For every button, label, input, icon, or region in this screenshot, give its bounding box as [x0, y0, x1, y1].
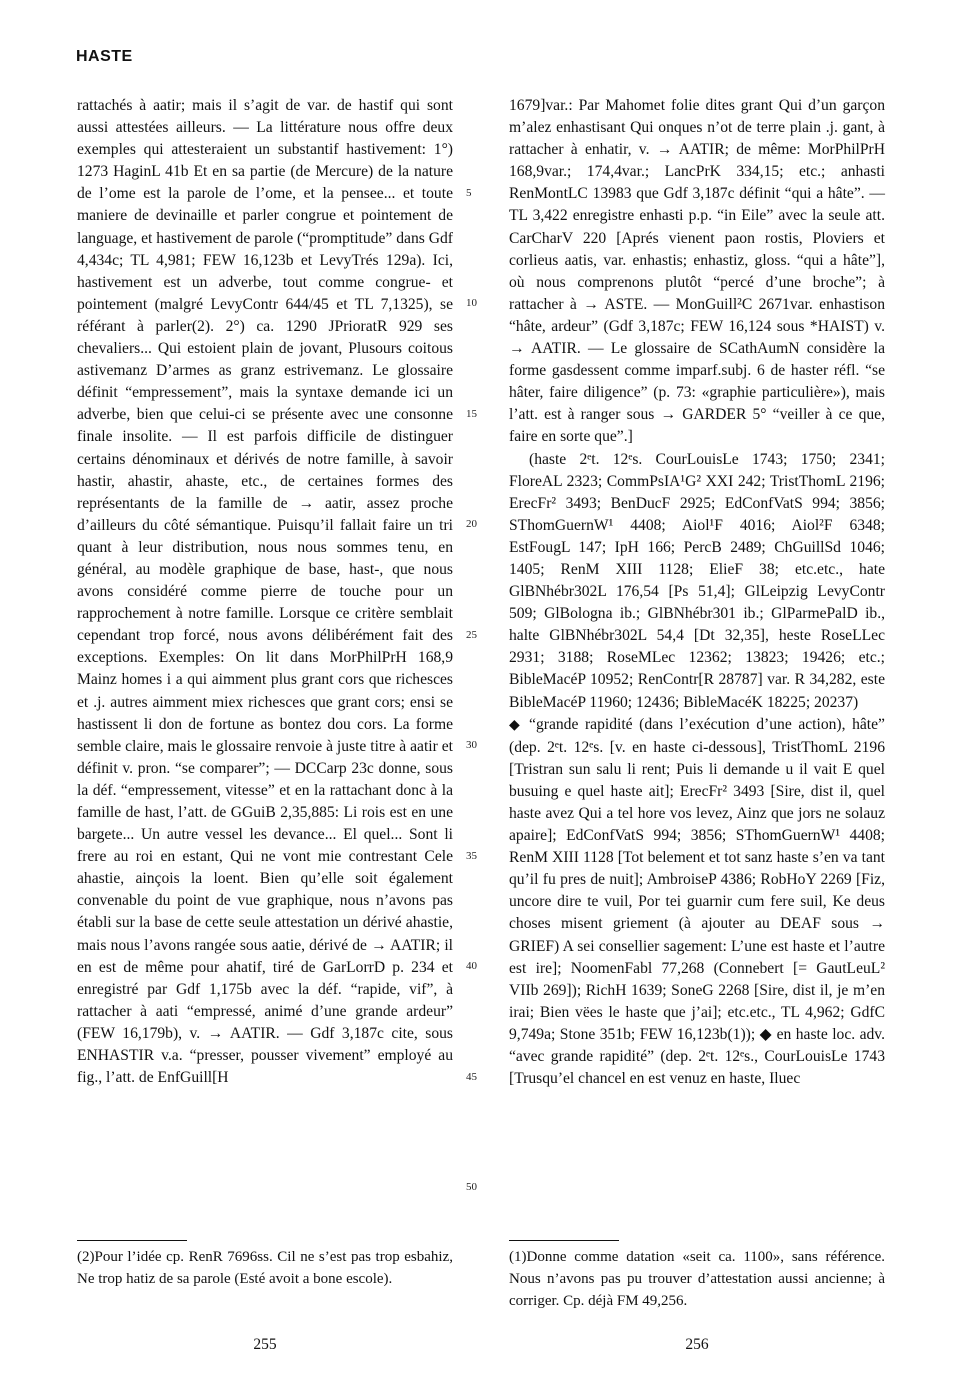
right-paragraph-3: [509, 714, 885, 1091]
line-number: 25: [466, 629, 477, 641]
line-number: 20: [466, 518, 477, 530]
left-column: [77, 95, 453, 1089]
line-number: 10: [466, 297, 477, 309]
right-paragraph-2: (haste 2ᵉt. 12ᵉs. CourLouisLe 1743; 1750; 2341; FloreAL 2323; CommPsIA¹G² XXI 242; TristThomL 2196; ErecFr² 3493; BenDucF 2925; EdConfVatS 994; 3856; SThomGuernW¹ 4408; Aiol¹F 4016; Aiol²F 6348; EstFougL 147; IpH 166; PercB 2489; ChGuillSd 1046; 1405; RenM XIII 1128; ElieF 38; etc.etc., hate GlBNhébr302L 176,54 [Ps 51,4]; GlLeipzig LevyContr 509; GlBologna ib.; GlBNhébr301 ib.; GlParmePalD ib., halte GlBNhébr302L 54,4 [Dt 32,35], heste RoseLLec 2931; 3188; RoseMLec 12362; 13823; 19426; etc.; BibleMacéP 10952; RenContr[R 28787] var. R 34,282, este BibleMacéP 11960; 12436; BibleMacéK 18225; 20237): [509, 450, 885, 711]
line-number: 5: [466, 187, 472, 199]
line-number: 45: [466, 1071, 477, 1083]
line-number: 50: [466, 1181, 477, 1193]
left-footnote-rule: [77, 1240, 187, 1241]
right-column: [509, 95, 885, 1090]
right-paragraph-3-text: “grande rapidité (dans l’exécution d’une action), hâte” (dep. 2ᵉt. 12ᵉs. [v. en haste ci-dessous], TristThomL 2196 [Tristran sun salu li rent; Puis li demande u il vait E quel busuing e quel haste ait]; ErecFr² 3493 [Sire, dist il, quel haste avez Qui a tel hore vos levez, Ainz que jors ne solauz apaire]; EdConfVatS 994; 3856; SThomGuernW¹ 4408; RenM XIII 1128 [Tot belement et tot sanz haste s’en va tant qu’il fu pres de nuit]; AmbroiseP 4386; RobHoY 2269 [Fiz, uncore dire te vuil, Por tei guarnir cum fere suil, Ke deus choses misent griement (à ajouter au DEAF sous → GRIEF) A sei consellier sagement: L’une est haste et l’autre est ire]; NoomenFabl 77,268 (Connebert [= GautLeuL² VIIb 269]); RichH 1639; SoneG 2268 [Sire, dist il, je m’en irai; Bien vëes le haste que j’ai]; etc.etc., TL 4,962; GdfC 9,749a; Stone 351b; FEW 16,123b(1)); ◆ en haste loc. adv. “avec grande rapidité” (dep. 2ᵉt. 12ᵉs., CourLouisLe 1743 [Trusqu’el chancel en est venuz en haste, Iluec: [509, 715, 885, 1088]
running-header: HASTE: [76, 48, 133, 65]
right-footnote-rule: [509, 1240, 619, 1241]
line-number: 35: [466, 850, 477, 862]
line-number: 15: [466, 408, 477, 420]
right-paragraph-1: 1679]var.: Par Mahomet folie dites grant Qui d’un garçon m’alez enhastisant Qui onques n’ot de terre plain .j. gant, à rattacher à enhatir, v. → AATIR; de même: MorPhilPrH 168,9var.; 174,4var.; LancPrK 334,15; etc.; anhasti RenMontLC 13983 que Gdf 3,187c définit “qui a hâte”. — TL 3,422 enregistre enhasti p.p. “in Eile” avec la seule att. CarCharV 220 [Aprés vienent paon rostis, Ploviers et corlieus aatis, var. enhastis; enhastiz, gloss. “qui a hâte”], où nous comprenons plutôt “percé d’une broche”; à rattacher à → ASTE. — MonGuill²C 2671var. enhastison “hâte, ardeur” (Gdf 3,187c; FEW 16,124 sous *HAIST) v. → AATIR. — Le glossaire de SCathAumN considère la forme gasdessent comme imparf.subj. 6 de haster réfl. “se hâter, faire diligence” (p. 73: «graphie particulière»), mais l’att. est à ranger sous → GARDER 5° “veiller à ce que, faire en sorte que”.]: [509, 97, 885, 446]
right-footnote: (1)Donne comme datation «seit ca. 1100», sans référence. Nous n’avons pas pu trouver d’attestation aussi ancienne; à corriger. Cp. déjà FM 49,256.: [509, 1249, 885, 1309]
line-number: 40: [466, 960, 477, 972]
left-page-number: 255: [253, 1336, 277, 1353]
left-paragraph: rattachés à aatir; mais il s’agit de var. de hastif qui sont aussi attestées ailleurs. — La littérature nous offre deux exemples qui attesteraient un substantif hastivement: 1°) 1273 HaginL 41b Et en sa partie (de Mercure) de la nature de l’ome est la parole de l’ome, et la pensee... et toute maniere de devinaille et parler congrue et pointement de language, et hastivement de parole (“promptitude” dans Gdf 4,434c; TL 4,981; FEW 16,123b et LevyTrés 129a). Ici, hastivement est un adverbe, tout comme congrue- et pointement (malgré LevyContr 644/45 et TL 7,1325), se référant à parler(2). 2°) ca. 1290 JPrioratR 929 ses chevaliers... Qui estoient plain de jovant, Plusours coitous astivemanz D’armes as granz estrivemanz. Le glossaire définit “empressement”, mais la syntaxe demande ici un adverbe, bien que celui-ci se présente avec une consonne finale insolite. — Il est parfois difficile de distinguer certains dénominaux et dérivés de notre famille, à savoir hastir, ahastir, ahaste, etc., de certaines formes des représentants de la famille de → aatir, assez proche d’ailleurs du côté sémantique. Puisqu’il fallait faire un tri quant à leur distribution, nous nous sommes tenu, en général, au modèle graphique de base, hast-, que nous avons considéré comme pierre de touche pour un rapprochement à notre famille. Lorsque ce critère semblait cependant trop forcé, nous avons délibérément fait des exceptions. Exemples: On lit dans MorPhilPrH 168,9 Mainz homes i a qui aimment plus grant cors que richesces et .j. autres aimment miex richesces que grant cors; ensi se hastissent li don de fortune as bontez dou cors. La forme semble claire, mais le glossaire renvoie à juste titre à aatir et définit v. pron. “se comparer”; — DCCarp 23c donne, sous la déf. “empressement, vitesse” et en la rattachant donc à la famille de hast, l’att. de GGuiB 2,35,885: Li rois est en une bargete... Un autre vessel les devance... El quel... Sont li frere au roi en estant, Qui ne vont mie contrestant Cele ahastie, ainçois la loent. Bien qu’elle soit également convenable du point de vue graphique, nous n’avons pas établi sur la base de cette seule attestation un dérivé ahastie, mais nous l’avons rangée sous aatie, dérivé de → AATIR; il en est de même pour ahatif, tiré de GarLorrD p. 234 et enregistré par Gdf 1,175b avec la déf. “rapide, vif”, à rattacher à aati “empressé, animé d’une grande ardeur” (FEW 16,179b), v. → AATIR. — Gdf 3,187c cite, sous ENHASTIR v.a. “presser, pousser vivement” employé au fig., l’att. de EnfGuill[H: [77, 97, 453, 1087]
right-page-number: 256: [685, 1336, 709, 1353]
line-number: 30: [466, 739, 477, 751]
bullet-diamond-icon: ◆: [509, 717, 523, 733]
left-footnote: (2)Pour l’idée cp. RenR 7696ss. Cil ne s’est pas trop esbahiz, Ne trop hatiz de sa parole (Esté avoit a bone escole).: [77, 1249, 453, 1287]
